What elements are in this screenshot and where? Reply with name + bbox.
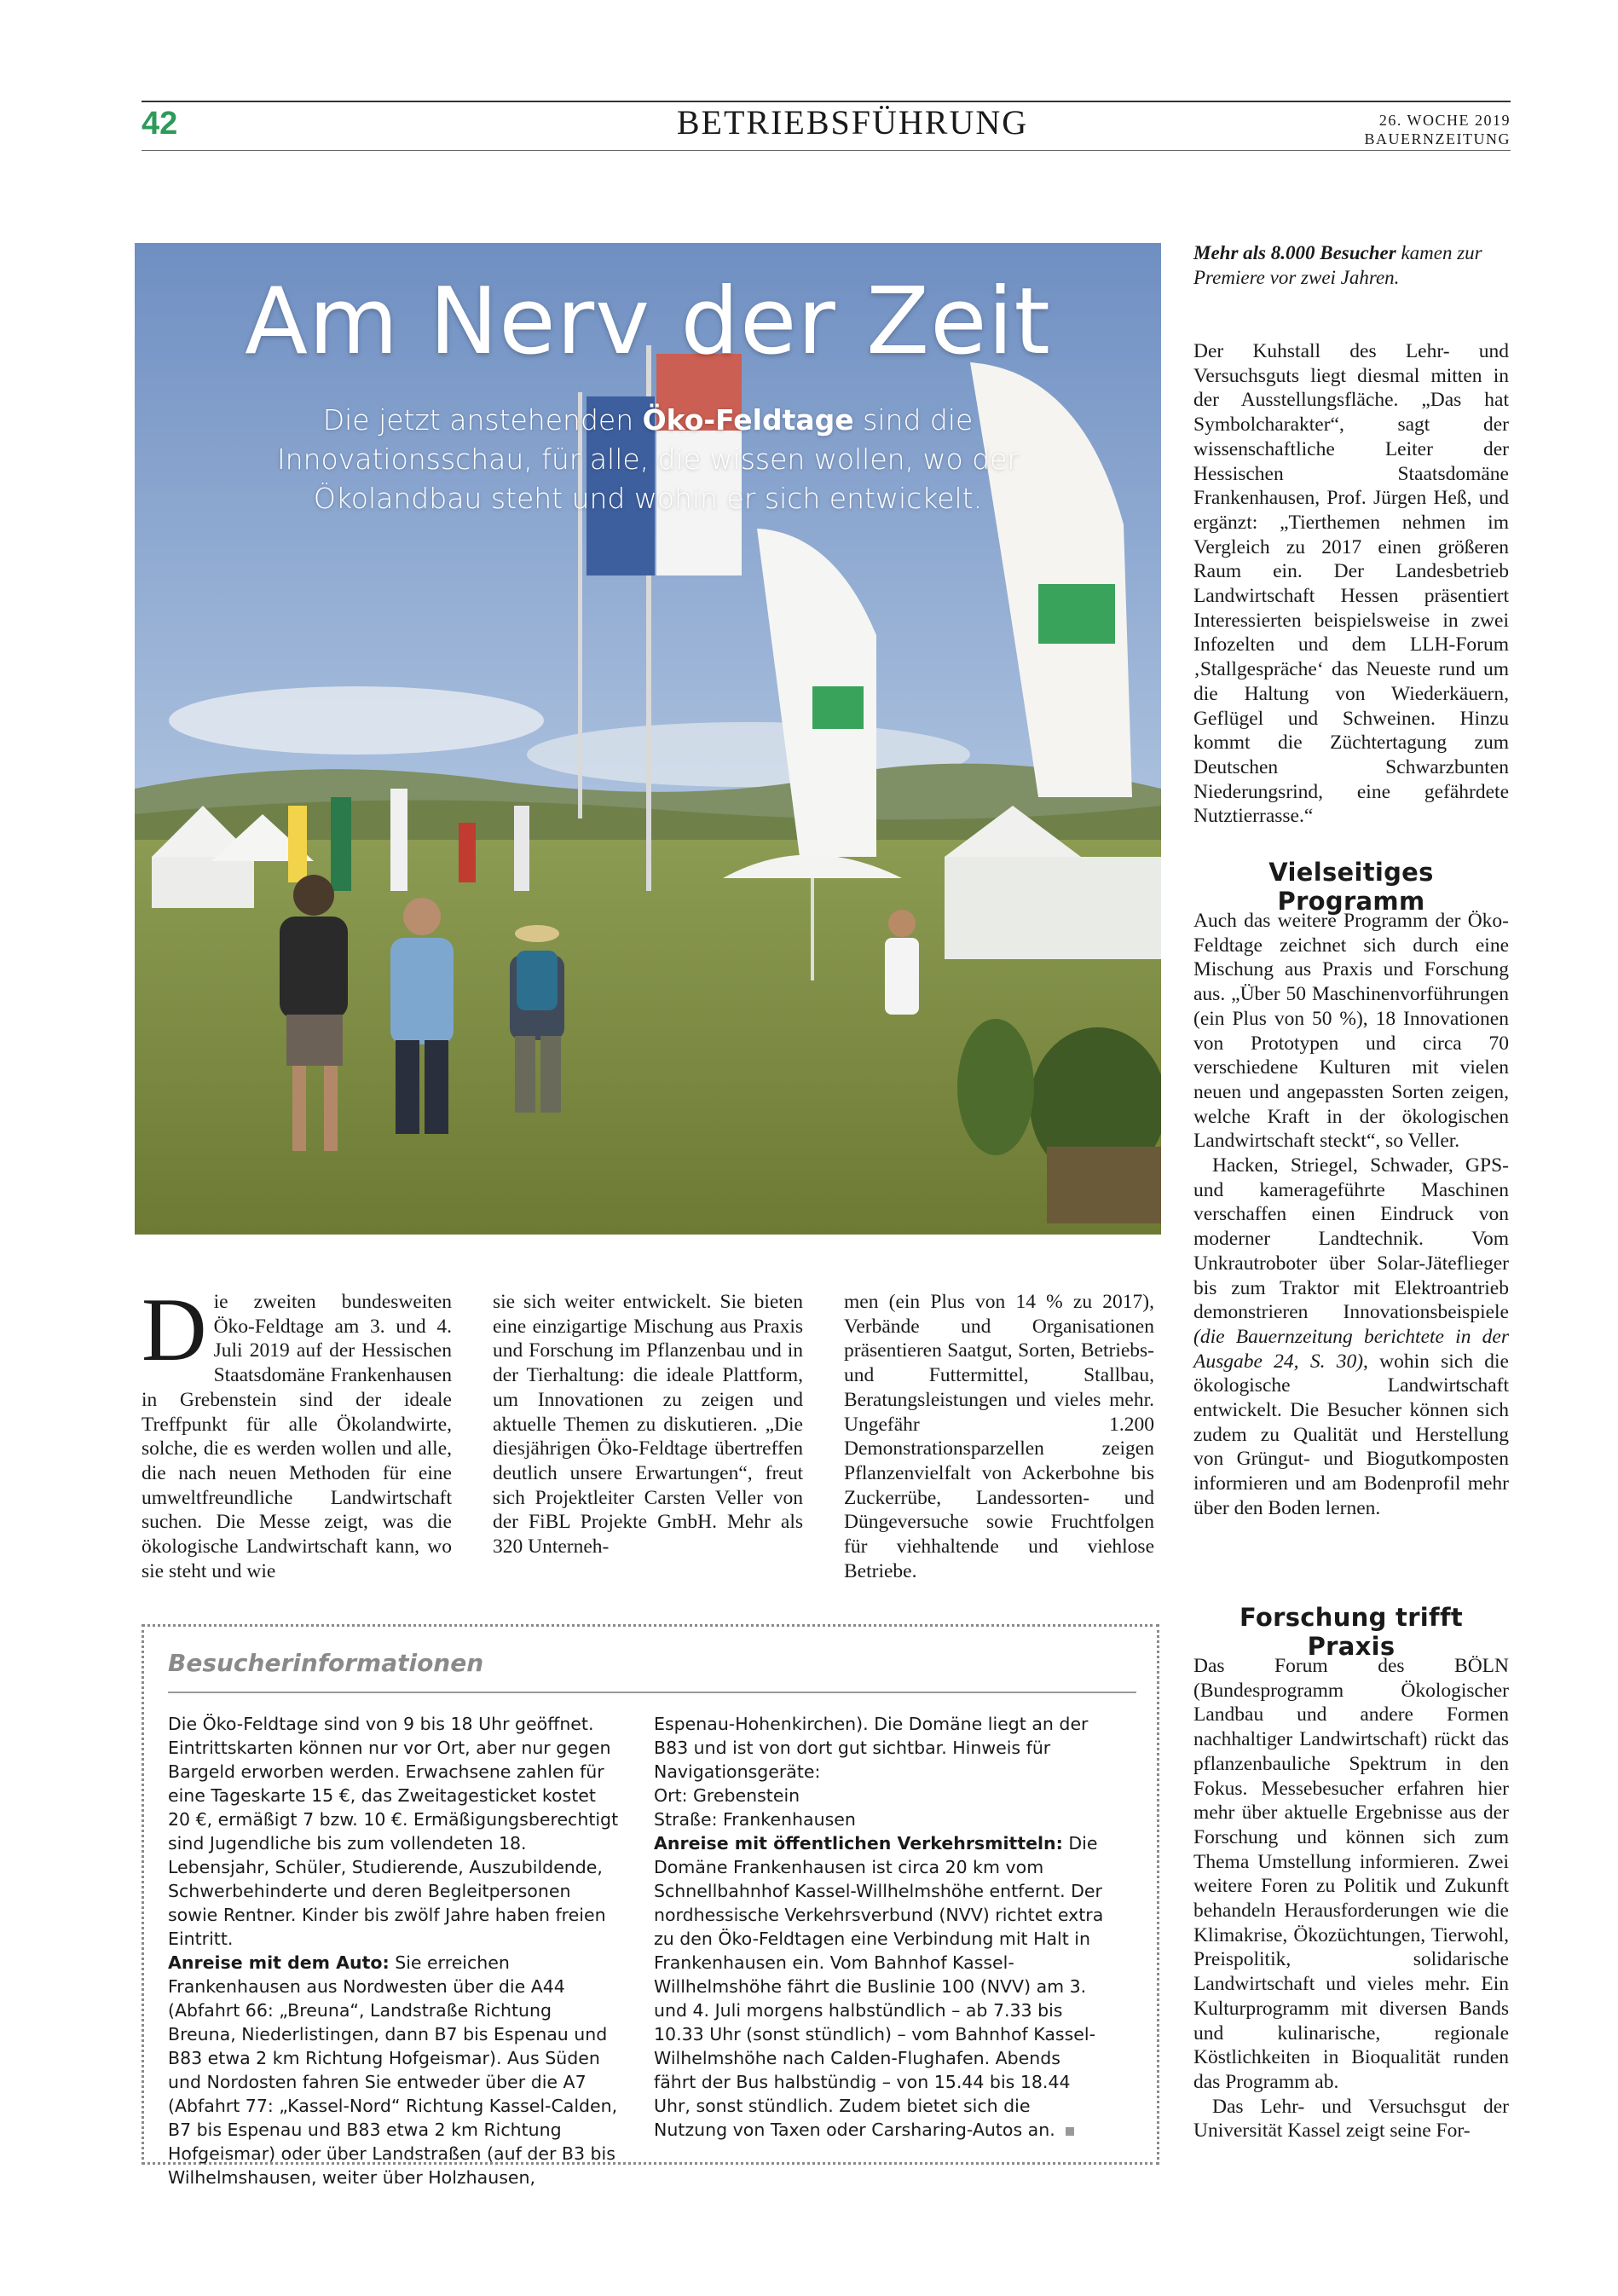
article-column-1 <box>142 1280 452 1583</box>
publication-name: BAUERNZEITUNG <box>1364 130 1511 147</box>
lead-text: kamen zur Premiere vor zwei Jahren. <box>1193 242 1482 288</box>
end-mark-icon <box>1066 2127 1074 2136</box>
info-nav-ort: Ort: Grebenstein <box>654 1785 800 1806</box>
info-subheading: Anreise mit dem Auto: <box>168 1952 390 1973</box>
sidebar-heading-research: Forschung trifft Praxis <box>1239 1603 1464 1661</box>
headline: Am Nerv der Zeit <box>245 269 1051 375</box>
info-text-part: Die Domäne Frankenhausen ist circa 20 km vom Schnellbahnhof Kassel-Willhelmshöhe entfernt. Der nordhessische Verkehrsverbund (NVV) richtet extra zu den Öko-Feldtagen eine Verbindung mit Halt in Frankenhausen ein. Vom Bahnhof Kassel-Willhelmshöhe fährt die Buslinie 100 (NVV) am 3. und 4. Juli morgens halbstündlich – ab 7.33 bis 10.33 Uhr (sonst stündlich) – vom Bahnhof Kassel-Wilhelmshöhe nach Calden-Flughafen. Abends fährt der Bus halbstündig – von 15.44 bis 18.44 Uhr, sonst stündlich. Zudem bietet sich die Nutzung von Taxen oder Carsharing-Autos an. <box>654 1833 1104 2140</box>
sidebar-paragraph-2 <box>1193 909 1509 1521</box>
page-number: 42 <box>142 106 178 142</box>
sidebar-text: Auch das weitere Programm der Öko-Feldtage zeichnet sich durch eine Mischung aus Praxis und Forschung aus. „Über 50 Maschinenvorführungen (ein Plus von 50 %), 18 Innovationen von Prototypen und circa 70 verschiedene Kulturen mit vielen neuen und angepassten Sorten zeigen, welche Kraft in der ökologischen Landwirtschaft steckt“, so Veller. <box>1193 910 1509 1153</box>
sidebar-paragraph-1 <box>1193 339 1509 829</box>
article-text: sie sich weiter entwickelt. Sie bieten eine einzigartige Mischung aus Praxis und Forschung im Pflanzenbau und in der Tierhaltung: die ideale Plattform, um Innovationen zu zeigen und aktuelle Themen zu diskutieren. „Die diesjährigen Öko-Feldtage übertreffen deutlich unsere Erwartungen“, freut sich Projektleiter Carsten Veller von der FiBL Projekte GmbH. Mehr als 320 Unterneh- <box>493 1291 803 1559</box>
sidebar-text-reference: (die Bauernzeitung berichtete in der Ausgabe 24, S. 30) <box>1193 1325 1509 1373</box>
issue-info <box>1365 111 1511 148</box>
article-text: men (ein Plus von 14 % zu 2017), Verbände und Organisationen präsentieren Saatgut, Sorten, Betriebs- und Futtermittel, Stallbau, Beratungsleistungen und vieles mehr. Ungefähr 1.200 Demonstrationsparzellen zeigen Pflanzenvielfalt von Ackerbohne bis Zuckerrübe, Landessorten- und Düngeversuche sowie Fruchtfolgen für viehhaltende und viehlose Betriebe. <box>844 1291 1154 1582</box>
visitor-info-box <box>142 1624 1159 2188</box>
sidebar-text: Der Kuhstall des Lehr- und Versuchsguts liegt diesmal mitten in der Ausstellungsfläche. „Das hat Symbolcharakter“, sagt der wissenschaftliche Leiter der Hessischen Staatsdomäne Frankenhausen, Prof. Jürgen Heß, und ergänzt: „Tierthemen nehmen im Vergleich zu 2017 einen größeren Raum ein. Der Landesbetrieb Landwirtschaft Hessen präsentiert Interessierten beispielsweise in zwei Infozelten und dem LLH-Forum ‚Stallgespräche‘ das Neueste rund um die Haltung von Wiederkäuern, Geflügel und Schweinen. Hinzu kommt die Züchtertagung zum Deutschen Schwarzbunten Niederungsrind, eine gefährdete Nutztierrasse.“ <box>1193 340 1509 828</box>
header-bottom-rule <box>142 150 1511 151</box>
section-title: BETRIEBSFÜHRUNG <box>676 103 1029 142</box>
lead-emphasis: Mehr als 8.000 Besucher <box>1193 242 1396 263</box>
info-box-title: Besucherinformationen <box>168 1649 484 1677</box>
info-text <box>168 1951 621 2189</box>
info-text: Espenau-Hohenkirchen). Die Domäne liegt an der B83 und ist von dort gut sichtbar. Hinweis für Navigationsgeräte: <box>654 1714 1089 1782</box>
sidebar-text: Das Forum des BÖLN (Bundesprogramm Ökologischer Landbau und andere Formen nachhaltiger Landwirtschaft) rückt das pflanzenbauliche Spektrum in den Fokus. Messebesucher erfahren hier mehr über aktuelle Ergebnisse aus der Forschung und können sich zum Thema Umstellung informieren. Zwei weitere Foren zu Politik und Zukunft behandeln Herausforderungen wie die Klimakrise, Ökozüchtungen, Tierwohl, Preispolitik, solidarische Landwirtschaft und vieles mehr. Ein Kulturprogramm mit diversen Bands und kulinarische, regionale Köstlichkeiten in Bioqualität runden das Programm ab. <box>1193 1655 1509 2093</box>
sidebar-text <box>1193 1154 1509 1521</box>
article-column-3 <box>844 1290 1154 1583</box>
info-column-right <box>654 1712 1107 2142</box>
sidebar-text: Das Lehr- und Versuchsgut der Universität Kassel zeigt seine For- <box>1193 2095 1509 2143</box>
hero-photo <box>135 243 1161 1235</box>
article-column-2 <box>493 1290 803 1559</box>
article-text: ie zweiten bundesweiten Öko-Feldtage am 3. und 4. Juli 2019 auf der Hessischen Staatsdomäne Frankenhausen in Grebenstein sind der ideale Treffpunkt für alle Ökolandwirte, solche, die es werden wollen und alle, die nach neuen Methoden für eine umweltfreundliche Landwirtschaft suchen. Die Messe zeigt, was die ökologische Landwirtschaft kann, wo sie steht und wie <box>142 1291 452 1582</box>
drop-cap: D <box>142 1280 207 1379</box>
sidebar-paragraph-4 <box>1193 1654 1509 2143</box>
subheadline <box>263 401 1033 518</box>
info-nav-strasse: Straße: Frankenhausen <box>654 1809 856 1830</box>
sidebar-text-part: , wohin sich die ökologische Landwirtschaft entwickelt. Die Besucher können sich zudem zu Qualität und Herstellung von Grüngut- und Biogutkomposten informieren und am Bodenprofil mehr über den Boden lernen. <box>1193 1350 1509 1519</box>
subheadline-part: sind die Innovationsschau, für alle, die wissen wollen, wo der Ökolandbau steht und wohin er sich entwickelt. <box>276 403 1020 515</box>
info-box-divider <box>168 1692 1136 1693</box>
info-text: Die Öko-Feldtage sind von 9 bis 18 Uhr geöffnet. Eintrittskarten können nur vor Ort, aber nur gegen Bargeld erworben werden. Erwachsene zahlen für eine Tageskarte 15 €, das Zweitagesticket kostet 20 €, ermäßigt 7 bzw. 10 €. Ermäßigungsberechtigt sind Jugendliche bis zum vollendeten 18. Lebensjahr, Schüler, Studierende, Auszubildende, Schwerbehinderte und deren Begleitpersonen sowie Rentner. Kinder bis zwölf Jahre haben freien Eintritt. <box>168 1714 619 1949</box>
subheadline-emphasis: Öko-Feldtage <box>642 403 854 437</box>
issue-week: 26. WOCHE 2019 <box>1378 112 1511 129</box>
info-subheading: Anreise mit öffentlichen Verkehrsmitteln: <box>654 1833 1063 1854</box>
info-column-left <box>168 1712 621 2189</box>
event-scene-illustration <box>135 243 1161 1235</box>
subheadline-part: Die jetzt anstehenden <box>322 403 643 437</box>
sidebar-text-part: Hacken, Striegel, Schwader, GPS- und kamerageführte Maschinen verschaffen einen Eindruck von moderner Landtechnik. Vom Unkrautroboter über Solar-Jäteflieger bis zum Traktor mit Elektroantrieb demonstrieren Innovationsbeispiele <box>1193 1154 1509 1324</box>
sidebar-heading-program: Vielseitiges Programm <box>1268 858 1434 916</box>
info-text <box>654 1831 1107 2142</box>
sidebar-lead <box>1193 240 1509 290</box>
info-text-part: Sie erreichen Frankenhausen aus Nordwesten über die A44 (Abfahrt 66: „Breuna“, Landstraße Richtung Breuna, Niederlistingen, dann B7 bis Espenau und B83 etwa 2 km Richtung Hofgeismar). Aus Süden und Nordosten fahren Sie entweder über die A7 (Abfahrt 77: „Kassel-Nord“ Richtung Kassel-Calden, B7 bis Espenau und B83 etwa 2 km Richtung Hofgeismar) oder über Landstraßen (auf der B3 bis Wilhelmshausen, weiter über Holzhausen, <box>168 1952 618 2188</box>
